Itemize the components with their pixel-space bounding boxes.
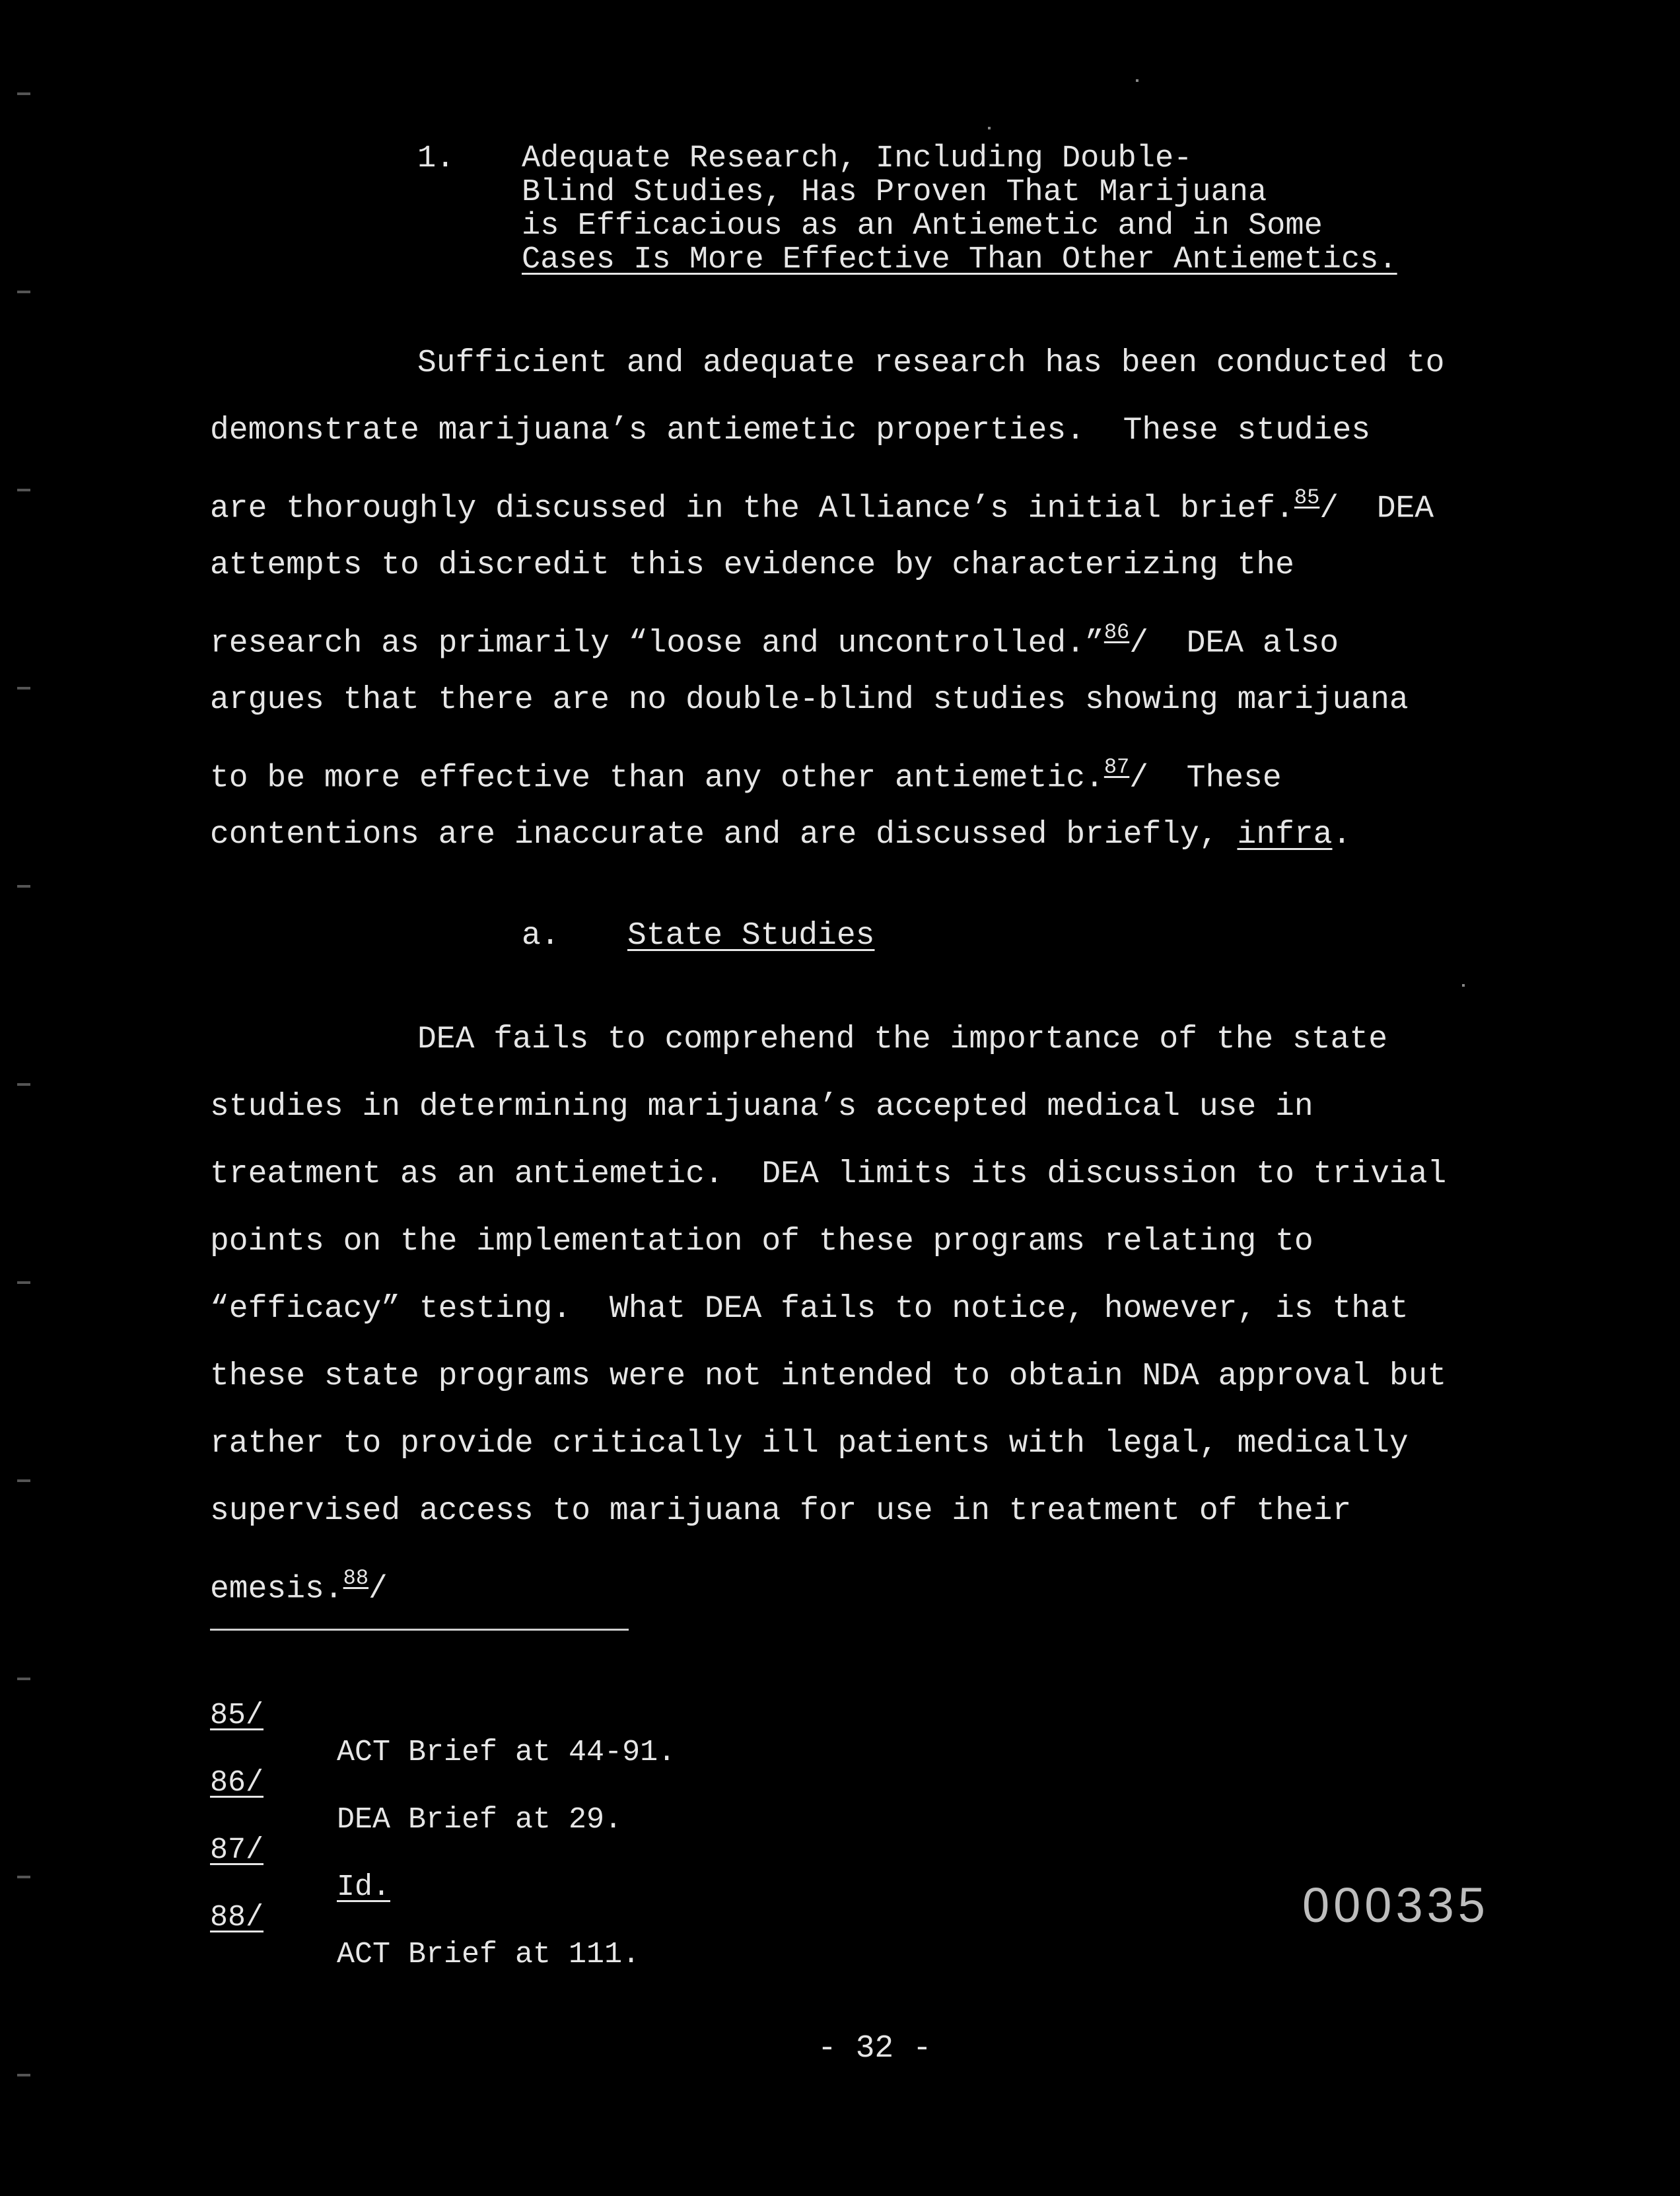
footnote-ref: 85/ <box>210 1699 264 1732</box>
section-heading <box>0 142 1680 344</box>
paragraph-line: supervised access to marijuana for use in treatment of their <box>210 1493 1352 1529</box>
page-number: - 32 - <box>818 2031 932 2067</box>
scan-mark <box>17 2074 30 2076</box>
heading-line-underlined: Cases Is More Effective Than Other Antiemetics. <box>522 242 1397 277</box>
footnote-marker: 87 <box>1103 755 1130 779</box>
paragraph-line: attempts to discredit this evidence by characterizing the <box>210 548 1294 583</box>
paragraph-line: “efficacy” testing. What DEA fails to notice, however, is that <box>210 1291 1409 1327</box>
subsection-title: State Studies <box>627 918 875 954</box>
footnote-text: Id. <box>337 1870 391 1904</box>
heading-line: is Efficacious as an Antiemetic and in Some <box>522 209 1323 244</box>
paragraph-line: emesis.$^{88}$/ <box>210 1566 388 1608</box>
paragraph-line: treatment as an antiemetic. DEA limits its discussion to trivial <box>210 1156 1447 1192</box>
scan-mark <box>17 1876 30 1878</box>
scan-speck <box>988 127 991 129</box>
paragraph-line: research as primarily “loose and uncontrolled.”$^{86}$/ DEA also <box>210 620 1339 662</box>
paragraph-line: to be more effective than any other antiemetic.$^{87}$/ These <box>210 755 1282 797</box>
paragraph-line: Sufficient and adequate research has been conducted to <box>417 345 1445 381</box>
scan-mark <box>17 1281 30 1284</box>
subsection-letter: a. <box>522 918 560 954</box>
paragraph-line: points on the implementation of these programs relating to <box>210 1224 1313 1259</box>
heading-line: Adequate Research, Including Double- <box>522 141 1193 176</box>
footnote <box>0 1728 1680 1837</box>
paragraph-line: DEA fails to comprehend the importance of the state <box>417 1022 1388 1057</box>
footnote-marker: 88 <box>343 1566 369 1590</box>
paragraph-line: contentions are inaccurate and are discussed briefly, infra. <box>210 817 1352 853</box>
heading-line: Blind Studies, Has Proven That Marijuana <box>522 175 1267 210</box>
scan-mark <box>17 489 30 491</box>
section-number: 1. <box>417 141 455 176</box>
footnote-marker: 86 <box>1103 620 1130 645</box>
scan-speck <box>1462 984 1465 987</box>
footnote-ref: 88/ <box>210 1901 264 1934</box>
paragraph-line: studies in determining marijuana’s accepted medical use in <box>210 1089 1313 1125</box>
scan-speck <box>1136 79 1138 82</box>
footnote-marker: 85 <box>1294 485 1320 510</box>
scan-mark <box>17 92 30 95</box>
scan-mark <box>17 687 30 690</box>
scan-mark <box>17 1678 30 1680</box>
footnote-ref: 87/ <box>210 1833 264 1867</box>
footnote-divider <box>210 1629 629 1631</box>
footnote-text: DEA Brief at 29. <box>337 1803 623 1837</box>
footnote-text: ACT Brief at 111. <box>337 1938 641 1971</box>
footnote <box>0 1795 1680 1904</box>
scan-mark <box>17 885 30 888</box>
paragraph-line: demonstrate marijuana’s antiemetic properties. These studies <box>210 413 1371 448</box>
paragraph-line: argues that there are no double-blind studies showing marijuana <box>210 682 1409 718</box>
scan-mark <box>17 1479 30 1482</box>
paragraph-line: are thoroughly discussed in the Alliance’s initial brief.$^{85}$/ DEA <box>210 485 1434 527</box>
paragraph-line: these state programs were not intended to obtain NDA approval but <box>210 1359 1447 1394</box>
bates-stamp: 000335 <box>1302 1878 1489 1932</box>
paragraph-line: rather to provide critically ill patients with legal, medically <box>210 1426 1409 1462</box>
scan-mark <box>17 291 30 293</box>
italic-term: infra <box>1237 817 1333 853</box>
footnote-text: ACT Brief at 44-91. <box>337 1736 676 1769</box>
scan-mark <box>17 1083 30 1086</box>
footnote <box>0 1660 1680 1769</box>
footnote-ref: 86/ <box>210 1766 264 1800</box>
